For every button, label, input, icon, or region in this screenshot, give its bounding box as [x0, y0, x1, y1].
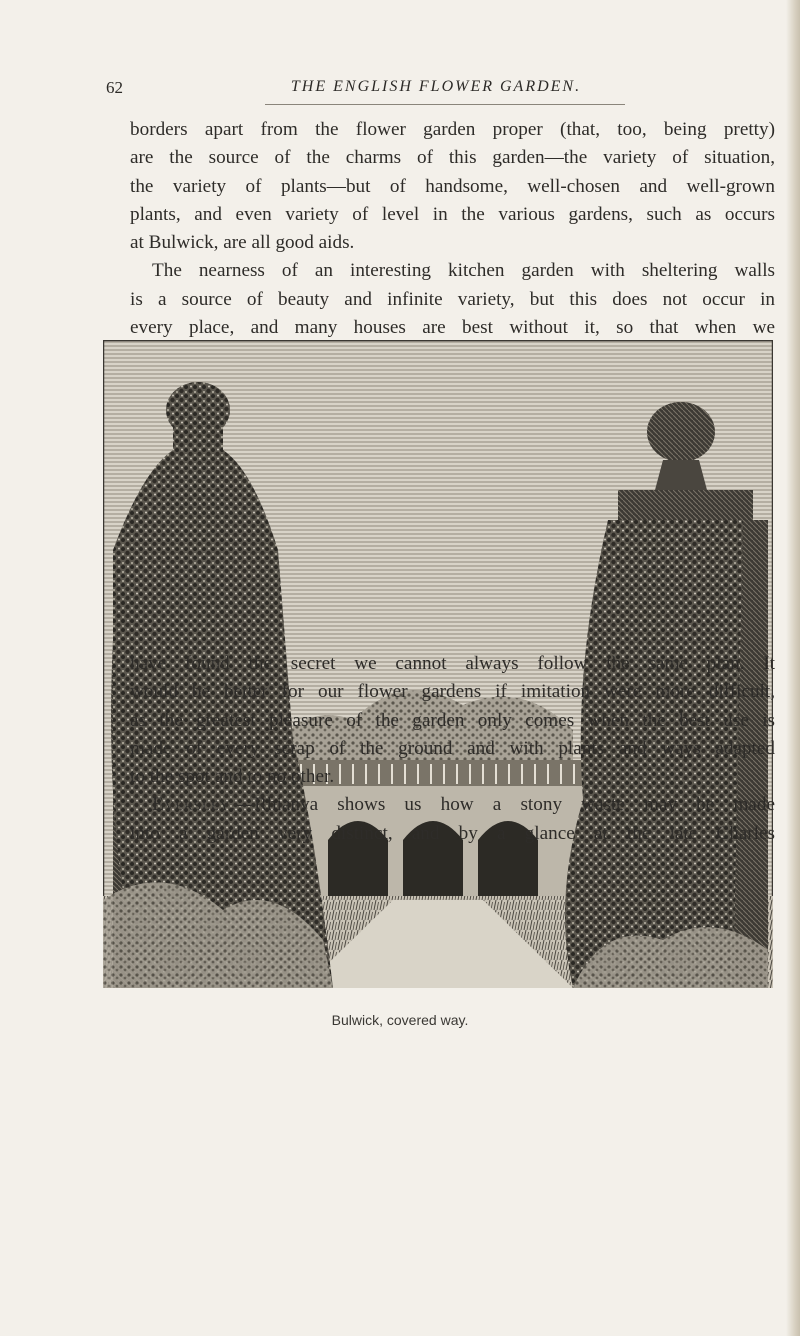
header-rule: [265, 104, 625, 105]
text-line: made of every scrap of the ground and with plants and ways adapted: [130, 737, 775, 759]
text-line: to the spot and to no other.: [130, 766, 335, 788]
text-line: The nearness of an interesting kitchen garden with sheltering walls: [152, 260, 775, 282]
text-line: into a garden very distinct, and by a glance at the late Charles: [130, 822, 775, 844]
text-line: the variety of plants—but of handsome, well-chosen and well-grown: [130, 175, 775, 197]
figure-caption: Bulwick, covered way.: [331, 1012, 469, 1028]
text-line: would be better for our flower gardens if imitation were more difficult,: [130, 681, 775, 703]
text-line: are the source of the charms of this garden—the variety of situation,: [130, 147, 775, 169]
paragraph-1: [130, 116, 775, 342]
text-line: is a source of beauty and infinite variety, but this does not occur in: [130, 288, 775, 310]
text-line: borders apart from the flower garden proper (that, too, being pretty): [130, 119, 775, 140]
text-line: have found the secret we cannot always follow the same plan. It: [130, 653, 775, 674]
page-header: [106, 78, 766, 104]
text-line: every place, and many houses are best without it, so that when we: [130, 317, 775, 339]
page-edge-shadow: [786, 0, 800, 1336]
text-line: as the greatest pleasure of the garden only comes when the best use is: [130, 709, 775, 731]
text-line: plants, and even variety of level in the various gardens, such as occurs: [130, 203, 775, 225]
text-line-rest: .—Rhianva shows us how a stony waste may be made: [230, 794, 775, 816]
place-name: Eversley: [152, 794, 231, 816]
text-line: at Bulwick, are all good aids.: [130, 232, 355, 254]
text-line: [130, 791, 775, 819]
paragraph-2: [130, 650, 775, 848]
running-title: THE ENGLISH FLOWER GARDEN.: [290, 78, 582, 95]
page-number: 62: [106, 78, 123, 97]
